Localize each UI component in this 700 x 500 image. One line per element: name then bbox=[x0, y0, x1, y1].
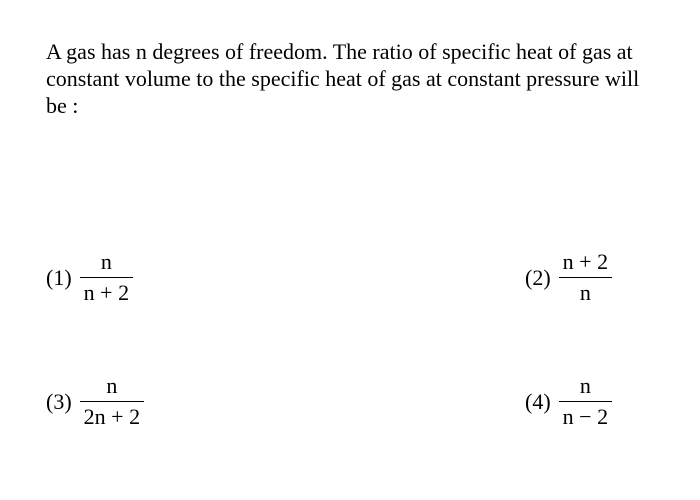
option-2[interactable] bbox=[525, 250, 612, 305]
fraction-denominator: n bbox=[579, 280, 591, 305]
fraction-denominator: n + 2 bbox=[83, 280, 130, 305]
fraction-numerator: n + 2 bbox=[562, 249, 609, 274]
option-fraction bbox=[80, 374, 144, 429]
fraction-numerator: n bbox=[106, 373, 118, 398]
option-label: (1) bbox=[46, 264, 72, 290]
option-fraction bbox=[80, 250, 133, 305]
option-label: (2) bbox=[525, 264, 551, 290]
option-label: (4) bbox=[525, 388, 551, 414]
question-text: A gas has n degrees of freedom. The ratio of specific heat of gas at constant volume to the specific heat of gas at constant pressure will be : bbox=[46, 39, 640, 118]
fraction-numerator: n bbox=[100, 249, 112, 274]
fraction-denominator: 2n + 2 bbox=[83, 404, 141, 429]
option-4[interactable] bbox=[525, 374, 612, 429]
option-fraction bbox=[559, 374, 612, 429]
option-3[interactable] bbox=[46, 374, 144, 429]
option-1[interactable] bbox=[46, 250, 133, 305]
option-label: (3) bbox=[46, 388, 72, 414]
fraction-numerator: n bbox=[579, 373, 591, 398]
fraction-denominator: n − 2 bbox=[562, 404, 609, 429]
option-fraction bbox=[559, 250, 612, 305]
